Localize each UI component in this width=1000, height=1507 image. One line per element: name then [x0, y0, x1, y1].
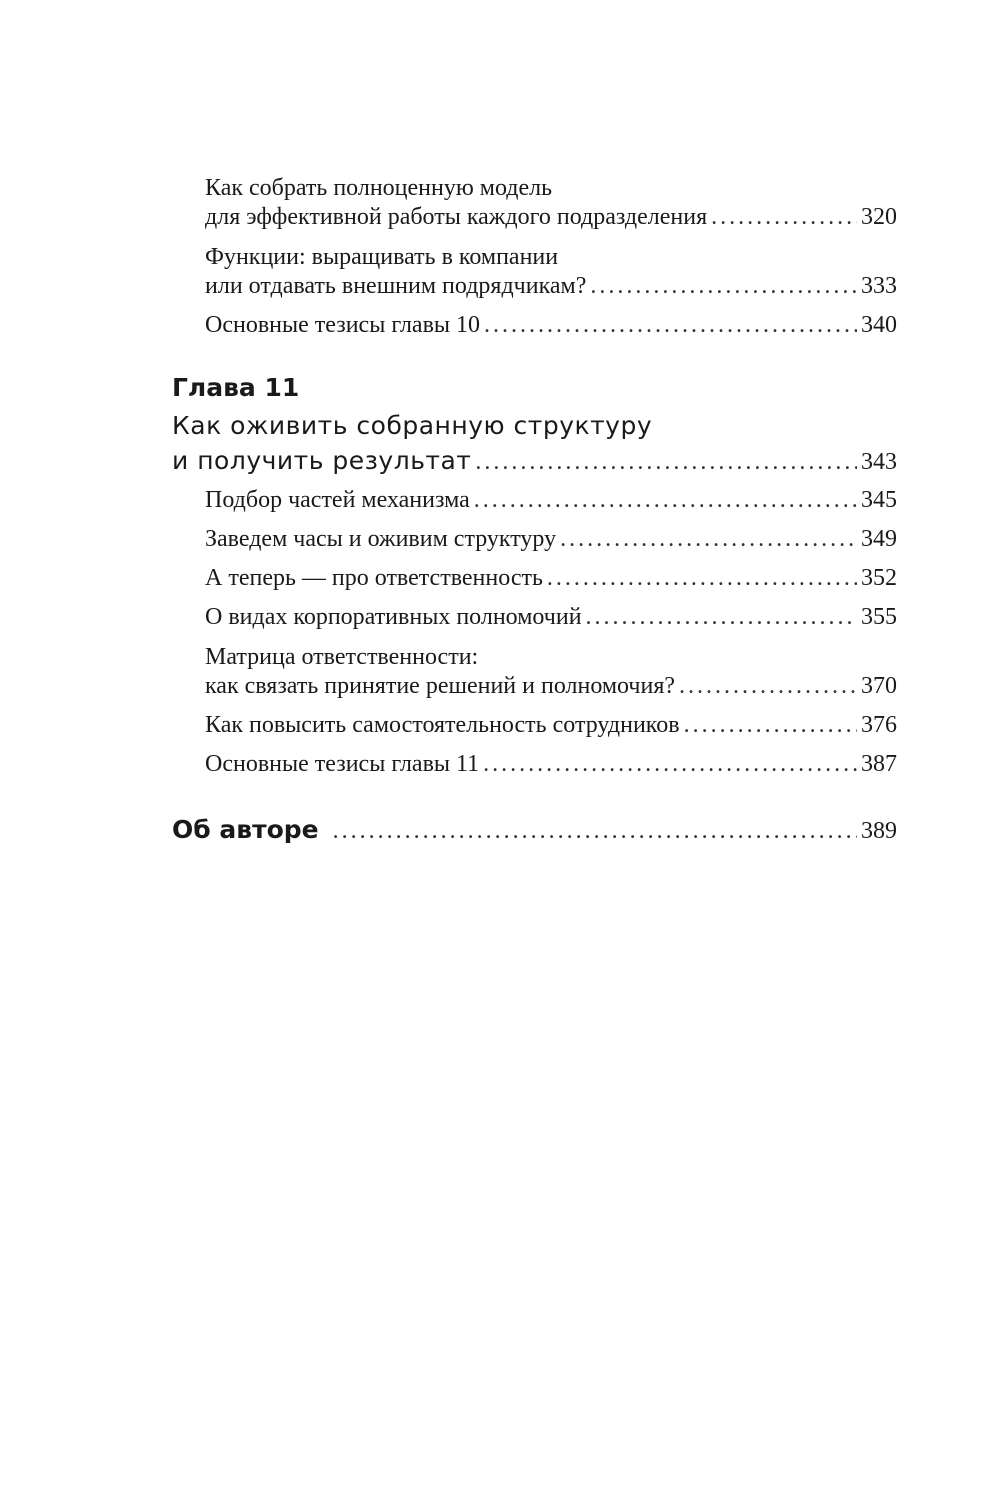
- toc-entry-text: Основные тезисы главы 10: [205, 312, 481, 338]
- leader-dots: [560, 525, 857, 554]
- toc-entry[interactable]: [205, 203, 897, 232]
- leader-dots: [484, 311, 857, 340]
- about-author-title: Об авторе: [172, 815, 319, 844]
- page-number: 340: [861, 312, 897, 338]
- leader-dots: [590, 272, 857, 301]
- page-number: 355: [861, 604, 897, 630]
- toc-entry-text: А теперь — про ответственность: [205, 565, 543, 591]
- page-number: 370: [861, 673, 897, 699]
- toc-entry-line1: [205, 174, 897, 203]
- page-number: 349: [861, 526, 897, 552]
- leader-dots: [711, 203, 857, 232]
- page-number: 376: [861, 712, 897, 738]
- toc-entry-text: Матрица ответственности:: [205, 644, 479, 670]
- chapter-title-entry[interactable]: [172, 446, 897, 477]
- toc-entry-text: Подбор частей механизма: [205, 487, 470, 513]
- toc-entry[interactable]: [205, 603, 897, 632]
- chapter-number: Глава 11: [172, 373, 300, 402]
- toc-entry-text: или отдавать внешним подрядчикам?: [205, 273, 587, 299]
- page-number: 387: [861, 751, 897, 777]
- toc-entry[interactable]: [205, 750, 897, 779]
- toc-entry-text: Как повысить самостоятельность сотрудников: [205, 712, 680, 738]
- toc-entry-line1: [205, 643, 897, 672]
- page-number: 320: [861, 204, 897, 230]
- leader-dots: [333, 818, 857, 845]
- about-author-entry[interactable]: [172, 815, 897, 845]
- toc-entry-line1: [205, 243, 897, 272]
- page-number: 389: [861, 818, 897, 844]
- leader-dots: [483, 750, 857, 779]
- toc-entry-text: как связать принятие решений и полномочия?: [205, 673, 676, 699]
- toc-entry-text: Функции: выращивать в компании: [205, 244, 559, 270]
- page-number: 345: [861, 487, 897, 513]
- toc-entry[interactable]: [205, 525, 897, 554]
- page-number: 343: [861, 449, 897, 475]
- toc-entry-text: Как собрать полноценную модель: [205, 175, 553, 201]
- toc-entry-text: для эффективной работы каждого подразделения: [205, 204, 708, 230]
- leader-dots: [684, 711, 857, 740]
- toc-entry[interactable]: [205, 564, 897, 593]
- toc-entry-text: Заведем часы и оживим структуру: [205, 526, 557, 552]
- page-number: 333: [861, 273, 897, 299]
- toc-entry[interactable]: [205, 272, 897, 301]
- toc-entry[interactable]: [205, 672, 897, 701]
- page-number: 352: [861, 565, 897, 591]
- toc-entry-text: О видах корпоративных полномочий: [205, 604, 582, 630]
- leader-dots: [474, 486, 857, 515]
- toc-entry[interactable]: [205, 486, 897, 515]
- toc-entry[interactable]: [205, 711, 897, 740]
- leader-dots: [547, 564, 857, 593]
- chapter-title-line2: и получить результат: [172, 446, 472, 475]
- leader-dots: [475, 447, 857, 477]
- toc-entry-text: Основные тезисы главы 11: [205, 751, 480, 777]
- toc-entry[interactable]: [205, 311, 897, 340]
- leader-dots: [586, 603, 857, 632]
- chapter-title-line1: Как оживить собранную структуру: [172, 411, 653, 440]
- leader-dots: [679, 672, 857, 701]
